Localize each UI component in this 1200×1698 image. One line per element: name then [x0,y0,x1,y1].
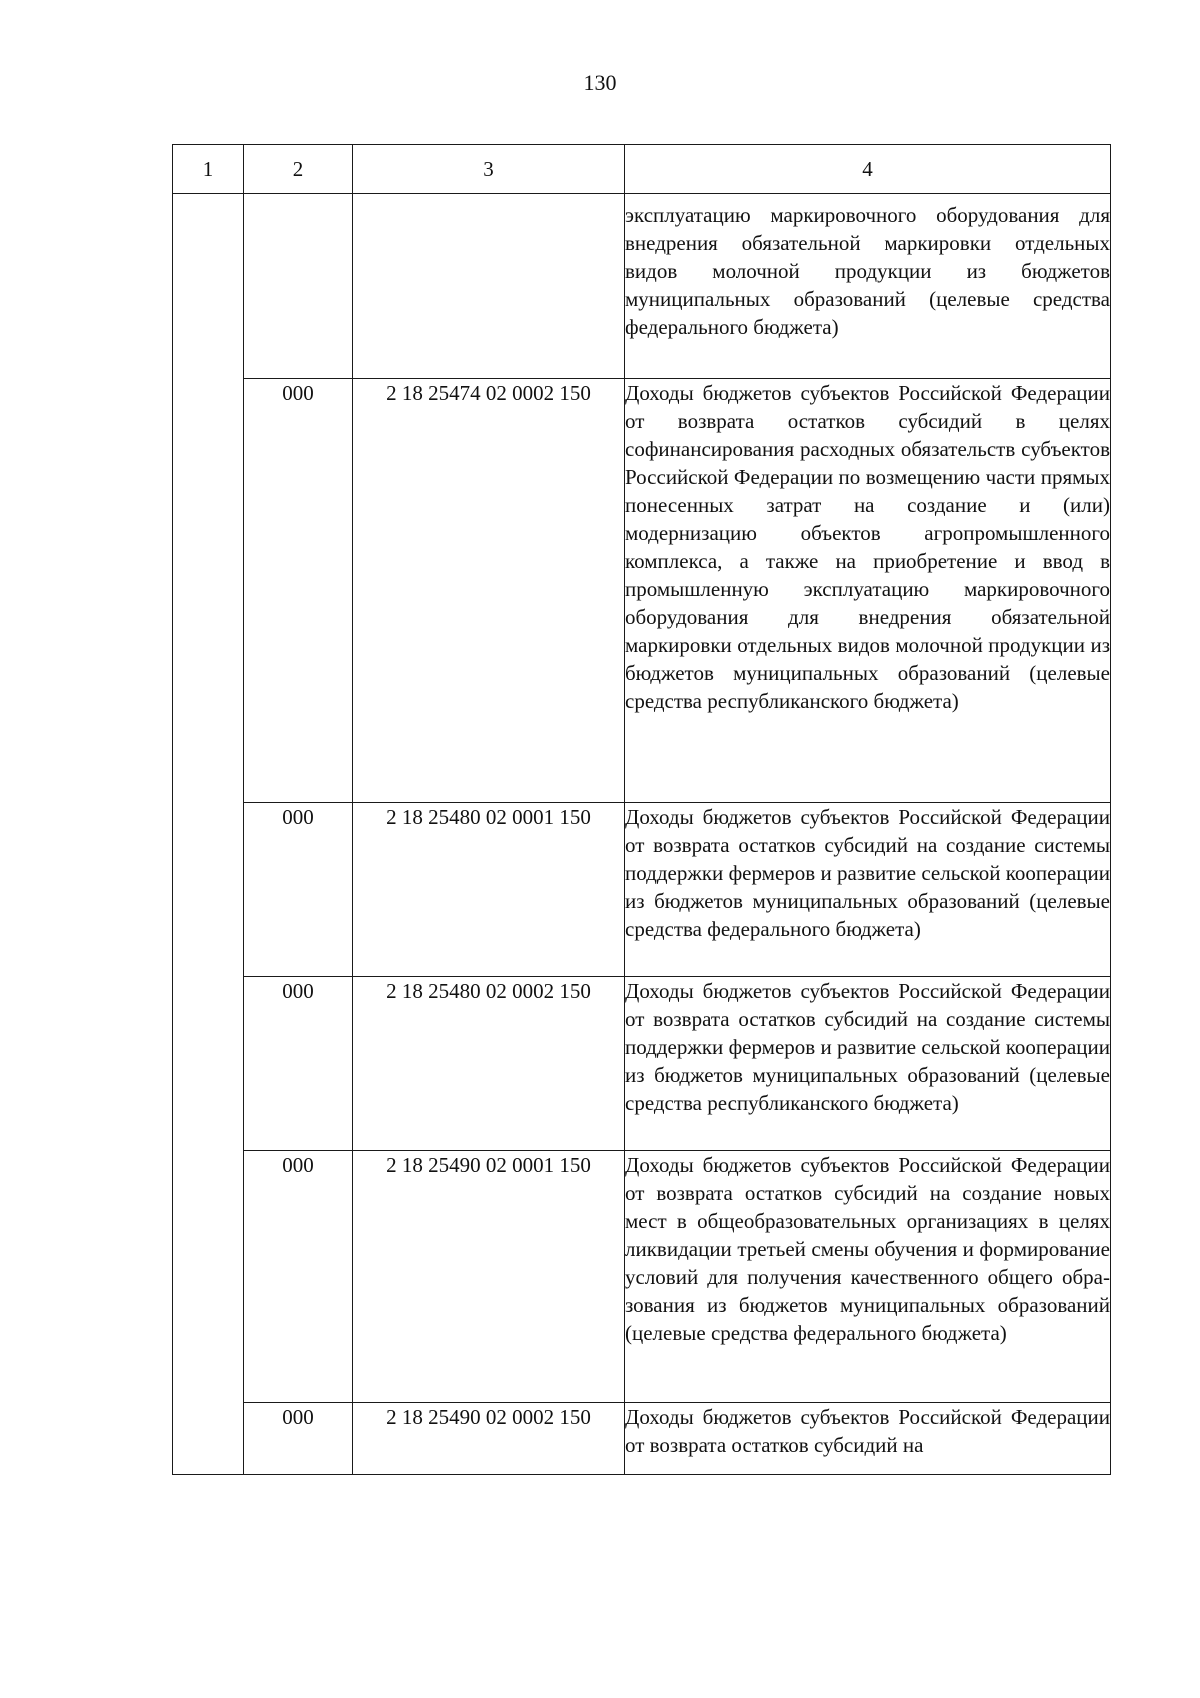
description-text: Доходы бюджетов субъектов Российской Федерации от возврата остатков субсидий на создание системы поддержки фермеров и развитие сельской кооперации из бюджетов муниципальных образований (целевые средства республиканского бюджета) [625,979,1110,1115]
header-col-3: 3 [353,145,625,194]
description-text: Доходы бюджетов субъектов Российской Федерации от возврата остатков субсидий на [625,1405,1110,1457]
admin-code-cell: 000 [244,379,353,803]
group-cell [173,977,244,1151]
table-row [173,379,1111,803]
admin-code-cell: 000 [244,1151,353,1403]
description-cell [625,803,1111,977]
description-cell [625,1403,1111,1475]
admin-code-cell [244,194,353,379]
description-text: Доходы бюджетов субъектов Российской Федерации от возврата остатков субсидий на создание системы поддержки фермеров и развитие сельской кооперации из бюджетов муниципальных образований (целевые средства федерального бюджета) [625,805,1110,941]
admin-code-cell: 000 [244,977,353,1151]
group-cell [173,379,244,803]
classification-code-cell [353,194,625,379]
classification-code-cell: 2 18 25480 02 0002 150 [353,977,625,1151]
table-row [173,803,1111,977]
table-row [173,194,1111,379]
description-cell [625,194,1111,379]
admin-code-cell: 000 [244,803,353,977]
description-text: Доходы бюджетов субъектов Российской Федерации от возврата остатков субсидий в целях софинансирования расходных обязательств субъектов Российской Федерации по возмещению части прямых понесенных затрат на создание и (или) модернизацию объектов агропромышленного комплекса, а также на приобретение и ввод в промышленную эксплуатацию маркировочного оборудования для внедрения обязательной маркировки отдельных видов молочной продукции из бюджетов муниципальных образований (целевые средства республиканского бюджета) [625,381,1110,713]
classification-code-cell: 2 18 25490 02 0002 150 [353,1403,625,1475]
description-text: Доходы бюджетов субъектов Российской Федерации от возврата остатков субсидий на создание новых мест в общеобразовательных организациях в целях ликвидации третьей смены обучения и формирование условий для получения качественного общего образования из бюджетов муниципальных образований (целевые средства федерального бюджета) [625,1153,1110,1345]
table-row [173,1151,1111,1403]
description-text: эксплуатацию маркировочного оборудования для внедрения обязательной маркировки отдельных видов молочной продукции из бюджетов муниципальных образований (целевые средства федерального бюджета) [625,203,1110,339]
header-col-4: 4 [625,145,1111,194]
classification-code-cell: 2 18 25480 02 0001 150 [353,803,625,977]
group-cell [173,1151,244,1403]
page-number: 130 [583,70,617,95]
classification-code-cell: 2 18 25474 02 0002 150 [353,379,625,803]
classification-code-cell: 2 18 25490 02 0001 150 [353,1151,625,1403]
group-cell [173,803,244,977]
table-row [173,977,1111,1151]
description-cell [625,977,1111,1151]
description-cell [625,1151,1111,1403]
group-cell [173,194,244,379]
header-col-2: 2 [244,145,353,194]
admin-code-cell: 000 [244,1403,353,1475]
table-row [173,1403,1111,1475]
header-col-1: 1 [173,145,244,194]
group-cell [173,1403,244,1475]
budget-code-table [172,144,1111,1475]
table-header-row [173,145,1111,194]
description-cell [625,379,1111,803]
